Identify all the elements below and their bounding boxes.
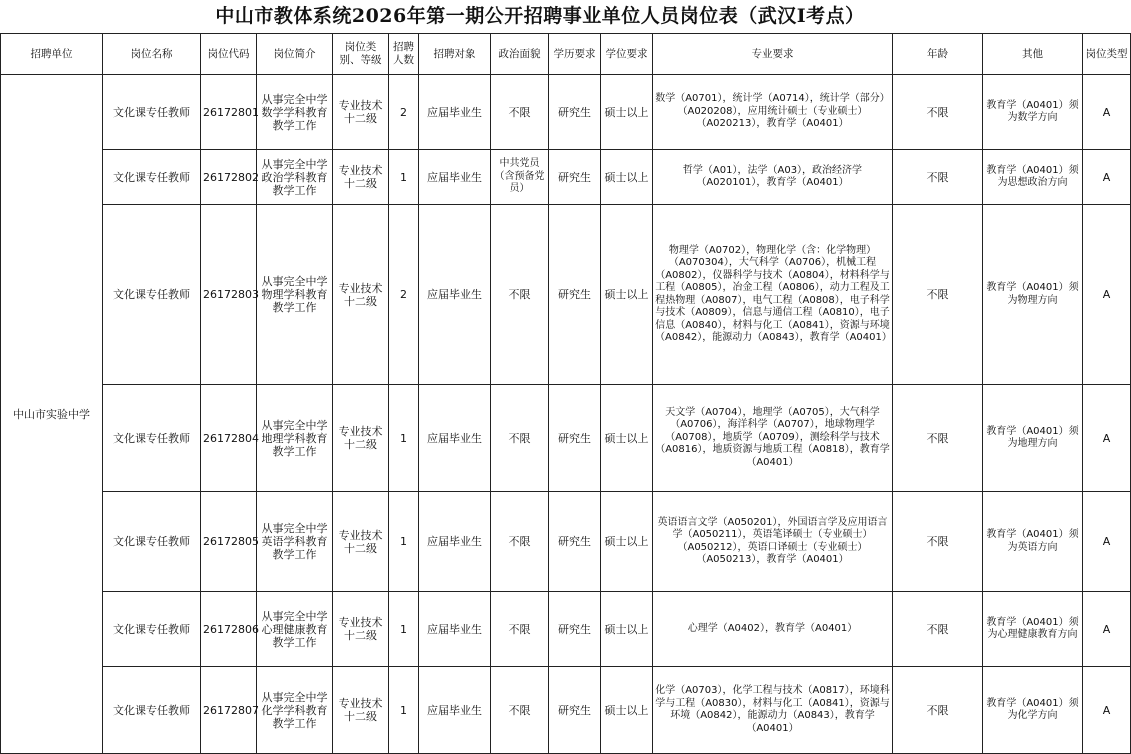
count-cell: 1 (389, 492, 419, 592)
unit-name: 中山市实验中学 (1, 75, 103, 754)
post-type-cell: A (1083, 75, 1131, 150)
table-row (1, 667, 1131, 754)
header-intro: 岗位简介 (257, 34, 333, 75)
degree-cell: 硕士以上 (601, 667, 653, 754)
target-cell: 应届毕业生 (419, 492, 491, 592)
political-cell: 不限 (491, 205, 549, 385)
political-cell: 不限 (491, 492, 549, 592)
age-cell: 不限 (893, 385, 983, 492)
age-cell: 不限 (893, 150, 983, 205)
post-name-cell: 文化课专任教师 (103, 205, 201, 385)
post-code-cell: 26172803 (201, 205, 257, 385)
education-cell: 研究生 (549, 592, 601, 667)
degree-cell: 硕士以上 (601, 150, 653, 205)
political-cell: 不限 (491, 75, 549, 150)
education-cell: 研究生 (549, 205, 601, 385)
category-cell: 专业技术十二级 (333, 385, 389, 492)
intro-cell: 从事完全中学政治学科教育教学工作 (257, 150, 333, 205)
header-post-type: 岗位类型 (1083, 34, 1131, 75)
post-type-cell: A (1083, 385, 1131, 492)
degree-cell: 硕士以上 (601, 492, 653, 592)
post-name-cell: 文化课专任教师 (103, 150, 201, 205)
intro-cell: 从事完全中学英语学科教育教学工作 (257, 492, 333, 592)
post-type-cell: A (1083, 205, 1131, 385)
category-cell: 专业技术十二级 (333, 205, 389, 385)
major-cell: 英语语言文学（A050201），外国语言学及应用语言学（A050211），英语笔译硕士（专业硕士）（A050212），英语口译硕士（专业硕士）（A050213），教育学（A0401） (653, 492, 893, 592)
other-cell: 教育学（A0401）须为心理健康教育方向 (983, 592, 1083, 667)
degree-cell: 硕士以上 (601, 75, 653, 150)
count-cell: 1 (389, 150, 419, 205)
education-cell: 研究生 (549, 667, 601, 754)
table-header-row (1, 34, 1131, 75)
post-code-cell: 26172802 (201, 150, 257, 205)
post-name-cell: 文化课专任教师 (103, 385, 201, 492)
major-cell: 数学（A0701），统计学（A0714），统计学（部分）（A020208），应用统计硕士（专业硕士）（A020213），教育学（A0401） (653, 75, 893, 150)
other-cell: 教育学（A0401）须为物理方向 (983, 205, 1083, 385)
table-row (1, 592, 1131, 667)
post-code-cell: 26172801 (201, 75, 257, 150)
post-code-cell: 26172807 (201, 667, 257, 754)
post-code-cell: 26172804 (201, 385, 257, 492)
major-cell: 心理学（A0402），教育学（A0401） (653, 592, 893, 667)
count-cell: 2 (389, 75, 419, 150)
count-cell: 2 (389, 205, 419, 385)
post-type-cell: A (1083, 492, 1131, 592)
political-cell: 不限 (491, 592, 549, 667)
header-other: 其他 (983, 34, 1083, 75)
table-row (1, 385, 1131, 492)
degree-cell: 硕士以上 (601, 385, 653, 492)
count-cell: 1 (389, 592, 419, 667)
category-cell: 专业技术十二级 (333, 492, 389, 592)
category-cell: 专业技术十二级 (333, 75, 389, 150)
education-cell: 研究生 (549, 150, 601, 205)
category-cell: 专业技术十二级 (333, 667, 389, 754)
post-type-cell: A (1083, 592, 1131, 667)
education-cell: 研究生 (549, 75, 601, 150)
age-cell: 不限 (893, 205, 983, 385)
post-name-cell: 文化课专任教师 (103, 492, 201, 592)
degree-cell: 硕士以上 (601, 592, 653, 667)
political-cell: 不限 (491, 385, 549, 492)
intro-cell: 从事完全中学地理学科教育教学工作 (257, 385, 333, 492)
other-cell: 教育学（A0401）须为地理方向 (983, 385, 1083, 492)
header-political: 政治面貌 (491, 34, 549, 75)
other-cell: 教育学（A0401）须为英语方向 (983, 492, 1083, 592)
post-code-cell: 26172806 (201, 592, 257, 667)
header-degree: 学位要求 (601, 34, 653, 75)
age-cell: 不限 (893, 592, 983, 667)
major-cell: 天文学（A0704），地理学（A0705），大气科学（A0706），海洋科学（A0707），地球物理学（A0708），地质学（A0709），测绘科学与技术（A0816），地质资源与地质工程（A0818），教育学（A0401） (653, 385, 893, 492)
post-code-cell: 26172805 (201, 492, 257, 592)
other-cell: 教育学（A0401）须为数学方向 (983, 75, 1083, 150)
count-cell: 1 (389, 667, 419, 754)
target-cell: 应届毕业生 (419, 667, 491, 754)
age-cell: 不限 (893, 492, 983, 592)
positions-table (0, 33, 1131, 754)
post-name-cell: 文化课专任教师 (103, 75, 201, 150)
target-cell: 应届毕业生 (419, 75, 491, 150)
header-unit: 招聘单位 (1, 34, 103, 75)
political-cell: 不限 (491, 667, 549, 754)
major-cell: 物理学（A0702），物理化学（含：化学物理）（A070304），大气科学（A0706），机械工程（A0802），仪器科学与技术（A0804），材料科学与工程（A0805），冶金工程（A0806），动力工程及工程热物理（A0807），电气工程（A0808），电子科学与技术（A0809），信息与通信工程（A0810），电子信息（A0840），材料与化工（A0841），资源与环境（A0842），能源动力（A0843），教育学（A0401） (653, 205, 893, 385)
other-cell: 教育学（A0401）须为化学方向 (983, 667, 1083, 754)
count-cell: 1 (389, 385, 419, 492)
target-cell: 应届毕业生 (419, 205, 491, 385)
intro-cell: 从事完全中学心理健康教育教学工作 (257, 592, 333, 667)
intro-cell: 从事完全中学数学学科教育教学工作 (257, 75, 333, 150)
age-cell: 不限 (893, 667, 983, 754)
header-post-code: 岗位代码 (201, 34, 257, 75)
header-count: 招聘人数 (389, 34, 419, 75)
age-cell: 不限 (893, 75, 983, 150)
table-row (1, 150, 1131, 205)
header-age: 年龄 (893, 34, 983, 75)
major-cell: 哲学（A01），法学（A03），政治经济学（A020101），教育学（A0401） (653, 150, 893, 205)
category-cell: 专业技术十二级 (333, 592, 389, 667)
target-cell: 应届毕业生 (419, 385, 491, 492)
header-target: 招聘对象 (419, 34, 491, 75)
post-name-cell: 文化课专任教师 (103, 592, 201, 667)
degree-cell: 硕士以上 (601, 205, 653, 385)
header-post-name: 岗位名称 (103, 34, 201, 75)
header-major: 专业要求 (653, 34, 893, 75)
table-row (1, 205, 1131, 385)
target-cell: 应届毕业生 (419, 592, 491, 667)
page-title: 中山市教体系统2026年第一期公开招聘事业单位人员岗位表（武汉Ⅰ考点） (215, 5, 865, 27)
table-row (1, 492, 1131, 592)
header-category: 岗位类别、等级 (333, 34, 389, 75)
post-type-cell: A (1083, 150, 1131, 205)
other-cell: 教育学（A0401）须为思想政治方向 (983, 150, 1083, 205)
education-cell: 研究生 (549, 492, 601, 592)
major-cell: 化学（A0703），化学工程与技术（A0817），环境科学与工程（A0830），材料与化工（A0841），资源与环境（A0842），能源动力（A0843），教育学（A0401） (653, 667, 893, 754)
post-type-cell: A (1083, 667, 1131, 754)
target-cell: 应届毕业生 (419, 150, 491, 205)
table-row (1, 75, 1131, 150)
education-cell: 研究生 (549, 385, 601, 492)
header-education: 学历要求 (549, 34, 601, 75)
post-name-cell: 文化课专任教师 (103, 667, 201, 754)
category-cell: 专业技术十二级 (333, 150, 389, 205)
intro-cell: 从事完全中学物理学科教育教学工作 (257, 205, 333, 385)
intro-cell: 从事完全中学化学学科教育教学工作 (257, 667, 333, 754)
political-cell: 中共党员（含预备党员） (491, 150, 549, 205)
